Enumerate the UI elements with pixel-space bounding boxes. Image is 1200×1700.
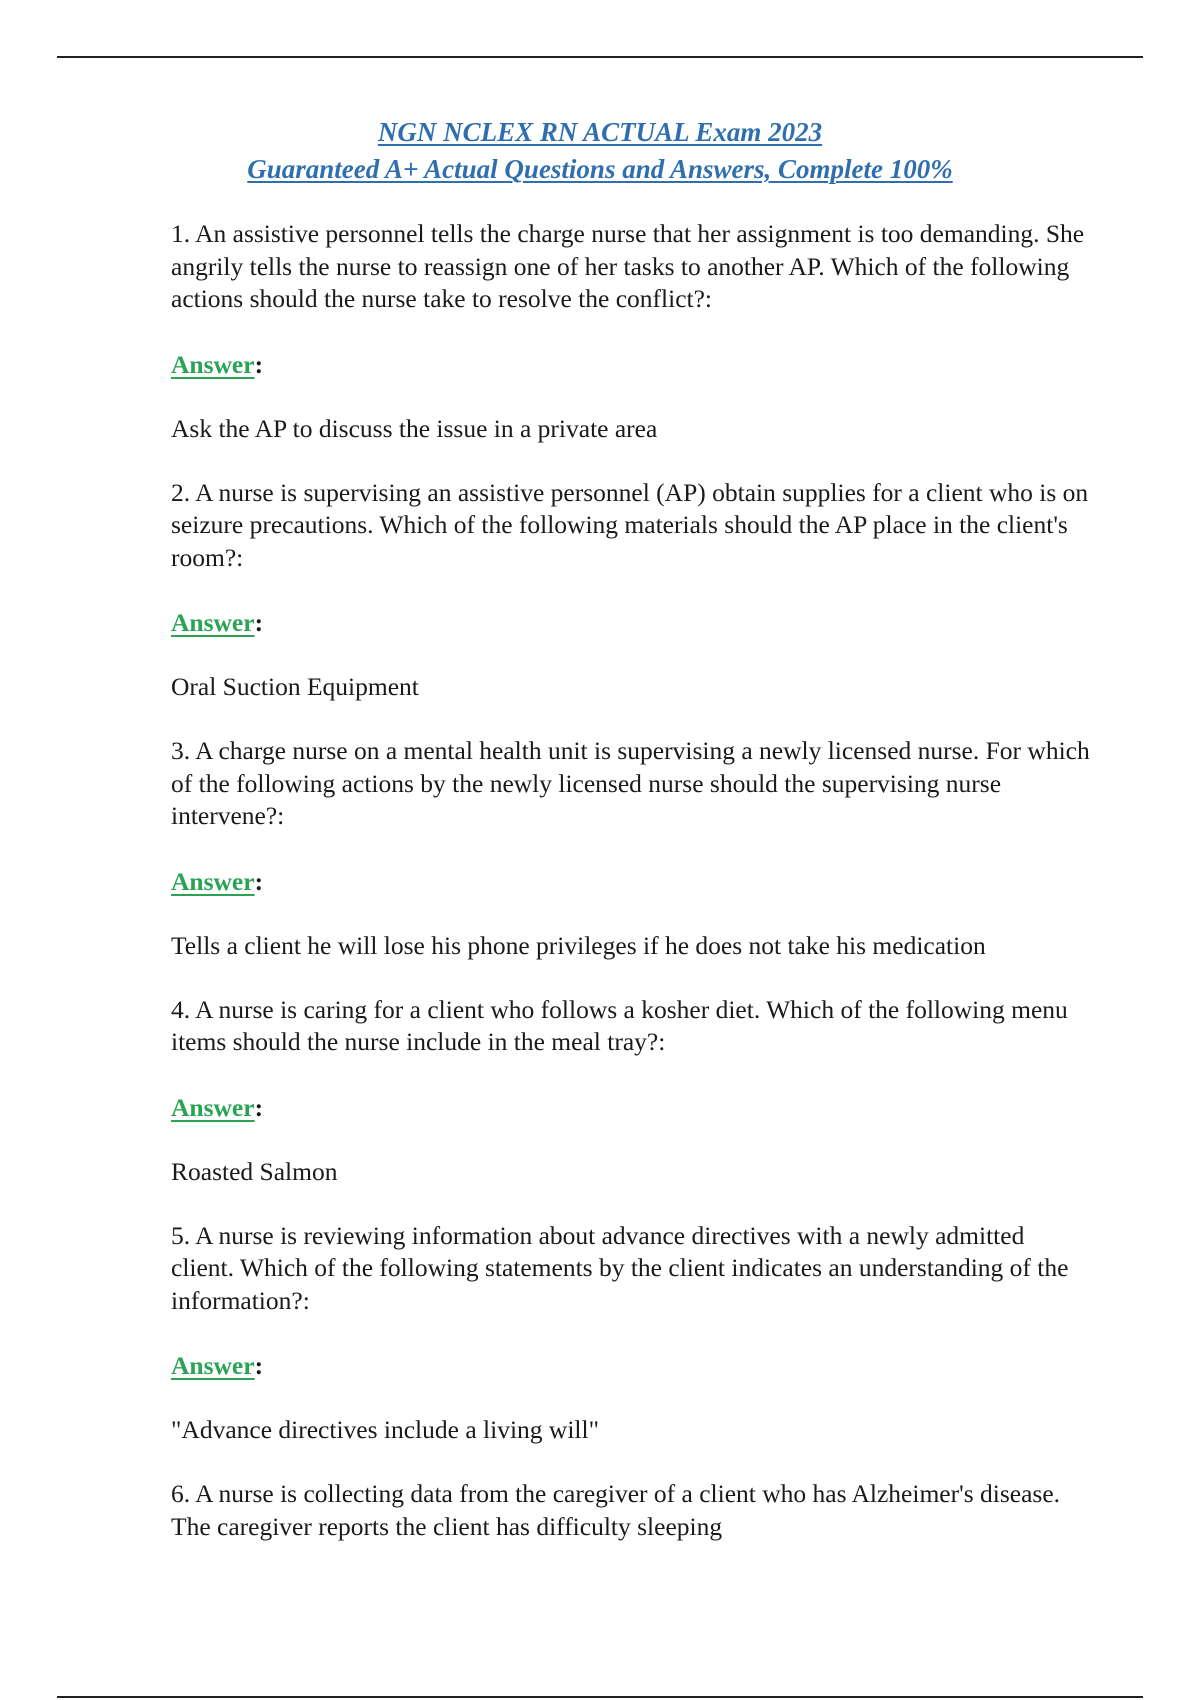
qa-item-5 [171, 1220, 1091, 1447]
qa-list [171, 218, 1091, 1543]
answer-label-word: Answer [171, 608, 255, 637]
answer-label-word: Answer [171, 1351, 255, 1380]
answer-label-colon: : [254, 349, 264, 379]
qa-item-6 [171, 1478, 1091, 1543]
question-text: 1. An assistive personnel tells the charge nurse that her assignment is too demanding. She angrily tells the nurse to reassign one of her tasks to another AP. Which of the following actions should the nurse take to resolve the conflict?: [171, 219, 1085, 313]
answer-text: "Advance directives include a living will" [171, 1415, 599, 1444]
qa-item-4 [171, 994, 1091, 1188]
answer-label [171, 1092, 1091, 1124]
qa-item-1 [171, 218, 1091, 445]
top-rule [57, 56, 1143, 58]
answer-label [171, 866, 1091, 898]
answer-label-colon: : [254, 1351, 264, 1380]
qa-item-3 [171, 735, 1091, 962]
question-text: 3. A charge nurse on a mental health unit is supervising a newly licensed nurse. For which of the following actions by the newly licensed nurse should the supervising nurse intervene?: [171, 736, 1090, 830]
title-line-2[interactable]: Guaranteed A+ Actual Questions and Answers, Complete 100% [247, 154, 953, 184]
answer-text: Tells a client he will lose his phone privileges if he does not take his medication [171, 930, 986, 960]
answer-text: Roasted Salmon [171, 1156, 338, 1186]
answer-label-word: Answer [171, 349, 255, 379]
answer-label [171, 349, 1091, 381]
question-text: 4. A nurse is caring for a client who follows a kosher diet. Which of the following menu items should the nurse include in the meal tray?: [171, 994, 1068, 1056]
answer-text: Ask the AP to discuss the issue in a private area [171, 413, 658, 443]
answer-label-colon: : [254, 1092, 264, 1122]
question-text: 2. A nurse is supervising an assistive personnel (AP) obtain supplies for a client who is on seizure precautions. Which of the following materials should the AP place in the client's room?: [171, 477, 1089, 572]
answer-label-word: Answer [171, 1092, 255, 1122]
answer-label-colon: : [254, 608, 264, 637]
answer-label [171, 607, 1091, 639]
question-text: 6. A nurse is collecting data from the caregiver of a client who has Alzheimer's disease. The caregiver reports the client has difficulty sleeping [171, 1479, 1061, 1541]
answer-label [171, 1350, 1091, 1382]
answer-label-word: Answer [171, 866, 255, 896]
question-text: 5. A nurse is reviewing information about advance directives with a newly admitted client. Which of the following statements by the client indicates an understanding of the information?: [171, 1220, 1069, 1315]
document-title [0, 114, 1200, 188]
bottom-rule [57, 1696, 1143, 1698]
answer-label-colon: : [254, 866, 264, 896]
answer-text: Oral Suction Equipment [171, 672, 419, 701]
title-line-1[interactable]: NGN NCLEX RN ACTUAL Exam 2023 [377, 117, 823, 147]
qa-item-2 [171, 477, 1091, 704]
